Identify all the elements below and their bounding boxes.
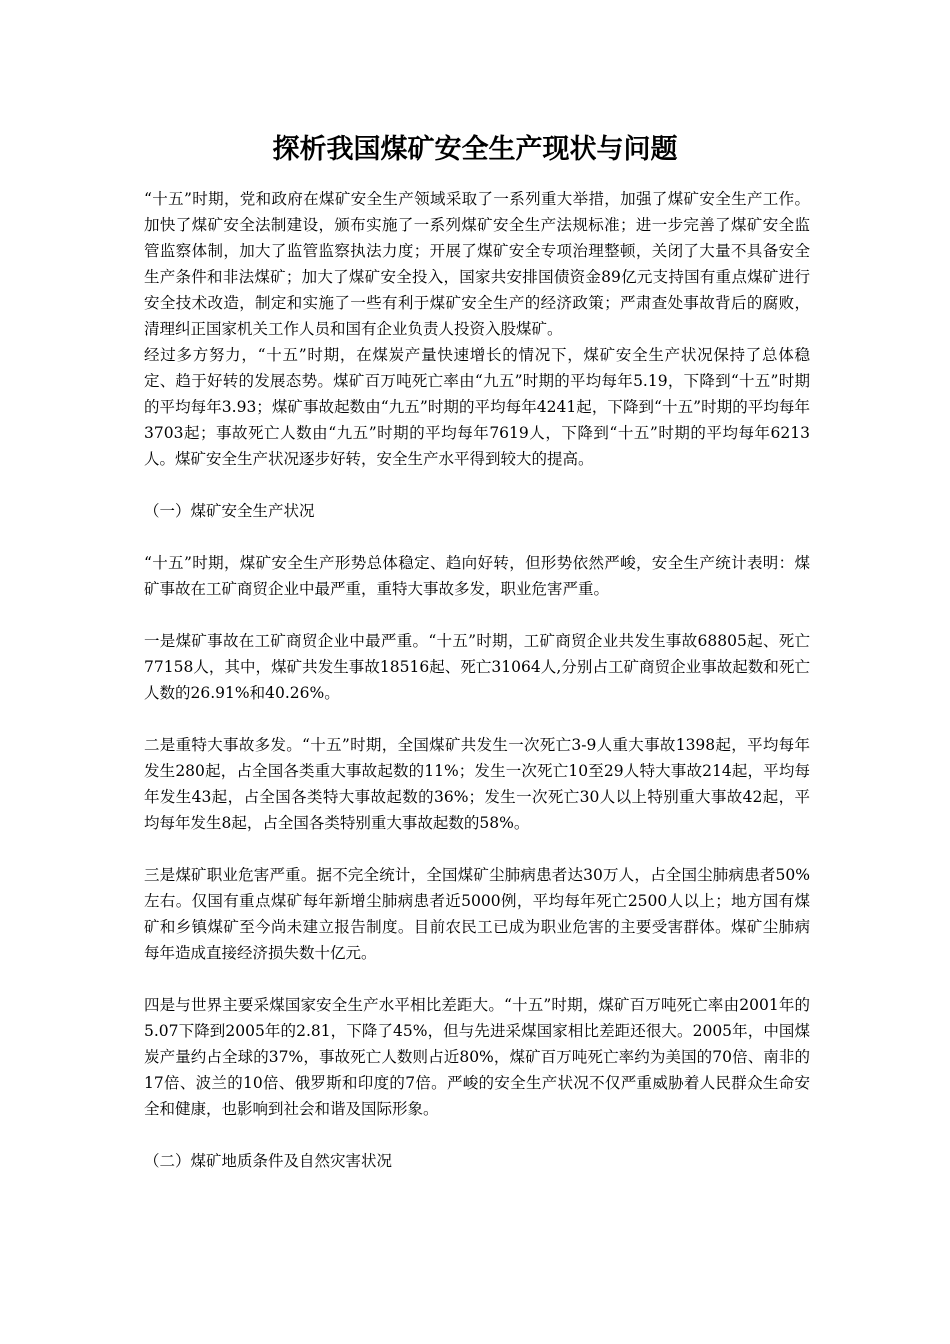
paragraph-point-2: 二是重特大事故多发。“十五”时期，全国煤矿共发生一次死亡3-9人重大事故1398起，平均每年发生280起，占全国各类重大事故起数的11%；发生一次死亡10至29人特大事故214起，平均每年发生43起，占全国各类特大事故起数的36%；发生一次死亡30人以上特别重大事故42起，平均每年发生8起，占全国各类特别重大事故起数的58%。 (144, 736, 810, 832)
section-heading-1: （一）煤矿安全生产状况 (144, 502, 315, 520)
paragraph-intro: “十五”时期，党和政府在煤矿安全生产领域采取了一系列重大举措，加强了煤矿安全生产工作。加快了煤矿安全法制建设，颁布实施了一系列煤矿安全生产法规标准；进一步完善了煤矿安全监管监察体制，加大了监管监察执法力度；开展了煤矿安全专项治理整顿，关闭了大量不具备安全生产条件和非法煤矿；加大了煤矿安全投入，国家共安排国债资金89亿元支持国有重点煤矿进行安全技术改造，制定和实施了一些有利于煤矿安全生产的经济政策；严肃查处事故背后的腐败，清理纠正国家机关工作人员和国有企业负责人投资入股煤矿。 (144, 190, 810, 338)
spacer (144, 706, 810, 732)
section-heading-2: （二）煤矿地质条件及自然灾害状况 (144, 1152, 393, 1170)
document-title: 探析我国煤矿安全生产现状与问题 (272, 134, 678, 165)
document-body (144, 186, 810, 1174)
spacer (144, 966, 810, 992)
spacer (144, 836, 810, 862)
spacer (144, 524, 810, 550)
paragraph-progress: 经过多方努力，“十五”时期，在煤炭产量快速增长的情况下，煤矿安全生产状况保持了总体稳定、趋于好转的发展态势。煤矿百万吨死亡率由“九五”时期的平均每年5.19，下降到“十五”时期的平均每年3.93；煤矿事故起数由“九五”时期的平均每年4241起，下降到“十五”时期的平均每年3703起；事故死亡人数由“九五”时期的平均每年7619人，下降到“十五”时期的平均每年6213人。煤矿安全生产状况逐步好转，安全生产水平得到较大的提高。 (144, 346, 810, 468)
spacer (144, 1122, 810, 1148)
spacer (144, 472, 810, 498)
paragraph-overview: “十五”时期，煤矿安全生产形势总体稳定、趋向好转，但形势依然严峻，安全生产统计表明：煤矿事故在工矿商贸企业中最严重，重特大事故多发，职业危害严重。 (144, 554, 810, 598)
paragraph-point-1: 一是煤矿事故在工矿商贸企业中最严重。“十五”时期，工矿商贸企业共发生事故68805起、死亡77158人，其中，煤矿共发生事故18516起、死亡31064人,分别占工矿商贸企业事故起数和死亡人数的26.91%和40.26%。 (144, 632, 810, 702)
paragraph-point-3: 三是煤矿职业危害严重。据不完全统计，全国煤矿尘肺病患者达30万人，占全国尘肺病患者50%左右。仅国有重点煤矿每年新增尘肺病患者近5000例，平均每年死亡2500人以上；地方国有煤矿和乡镇煤矿至今尚未建立报告制度。目前农民工已成为职业危害的主要受害群体。煤矿尘肺病每年造成直接经济损失数十亿元。 (144, 866, 810, 962)
spacer (144, 602, 810, 628)
paragraph-point-4: 四是与世界主要采煤国家安全生产水平相比差距大。“十五”时期，煤矿百万吨死亡率由2001年的5.07下降到2005年的2.81，下降了45%，但与先进采煤国家相比差距还很大。2005年，中国煤炭产量约占全球的37%，事故死亡人数则占近80%，煤矿百万吨死亡率约为美国的70倍、南非的17倍、波兰的10倍、俄罗斯和印度的7倍。严峻的安全生产状况不仅严重威胁着人民群众生命安全和健康，也影响到社会和谐及国际形象。 (144, 996, 810, 1118)
